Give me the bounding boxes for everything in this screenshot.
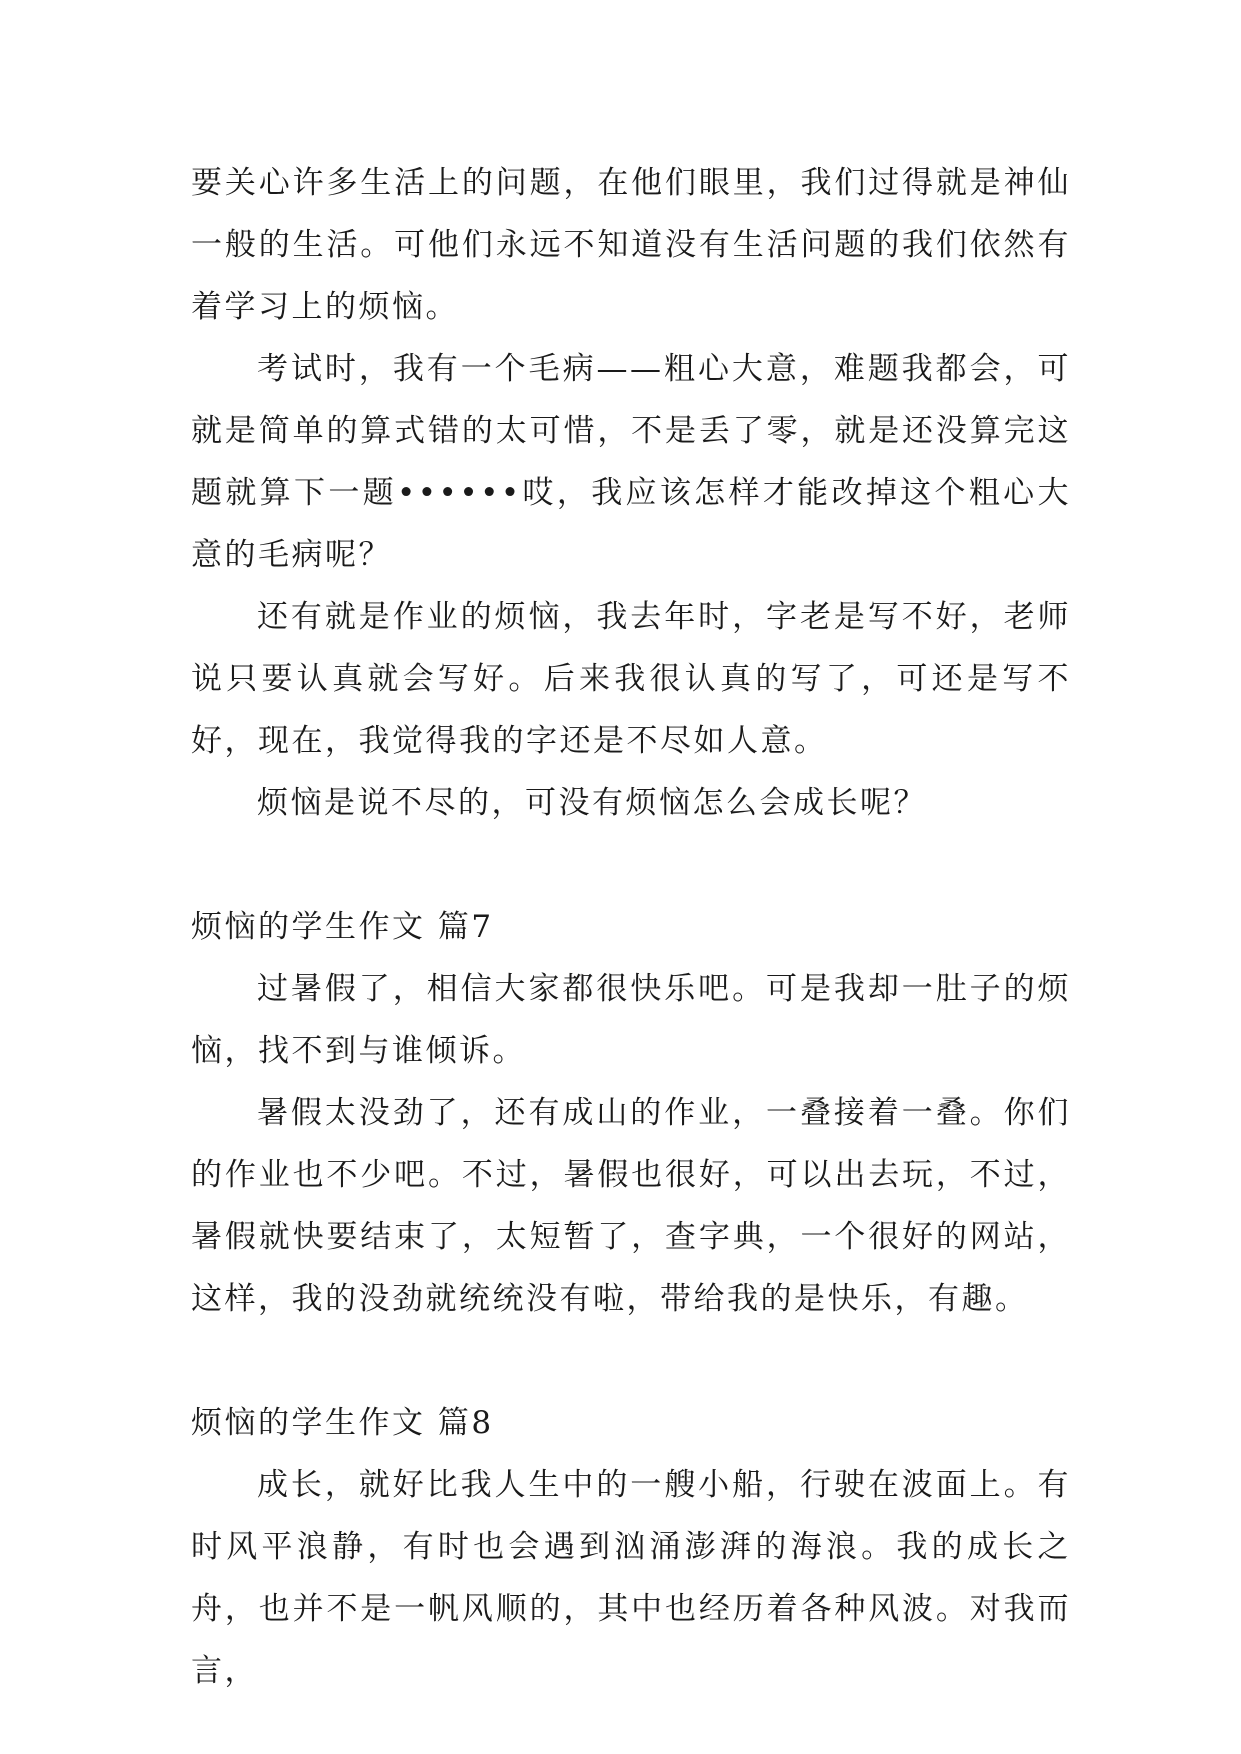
document-body	[191, 152, 1071, 1702]
paragraph: 要关心许多生活上的问题，在他们眼里，我们过得就是神仙一般的生活。可他们永远不知道没有生活问题的我们依然有着学习上的烦恼。	[191, 165, 1071, 325]
paragraph: 烦恼是说不尽的，可没有烦恼怎么会成长呢？	[257, 785, 927, 821]
paragraph: 暑假太没劲了，还有成山的作业，一叠接着一叠。你们的作业也不少吧。不过，暑假也很好，可以出去玩，不过，暑假就快要结束了，太短暂了，查字典，一个很好的网站，这样，我的没劲就统统没有啦，带给我的是快乐，有趣。	[191, 1095, 1071, 1317]
paragraph: 过暑假了，相信大家都很快乐吧。可是我却一肚子的烦恼，找不到与谁倾诉。	[191, 971, 1071, 1069]
section-heading: 烦恼的学生作文 篇7	[191, 909, 494, 945]
paragraph: 还有就是作业的烦恼，我去年时，字老是写不好，老师说只要认真就会写好。后来我很认真的写了，可还是写不好，现在，我觉得我的字还是不尽如人意。	[191, 599, 1071, 759]
paragraph: 考试时，我有一个毛病——粗心大意，难题我都会，可就是简单的算式错的太可惜，不是丢了零，就是还没算完这题就算下一题••••••哎，我应该怎样才能改掉这个粗心大意的毛病呢？	[191, 351, 1071, 573]
section-heading: 烦恼的学生作文 篇8	[191, 1405, 494, 1441]
paragraph: 成长，就好比我人生中的一艘小船，行驶在波面上。有时风平浪静，有时也会遇到汹涌澎湃的海浪。我的成长之舟，也并不是一帆风顺的，其中也经历着各种风波。对我而言，	[191, 1467, 1071, 1689]
